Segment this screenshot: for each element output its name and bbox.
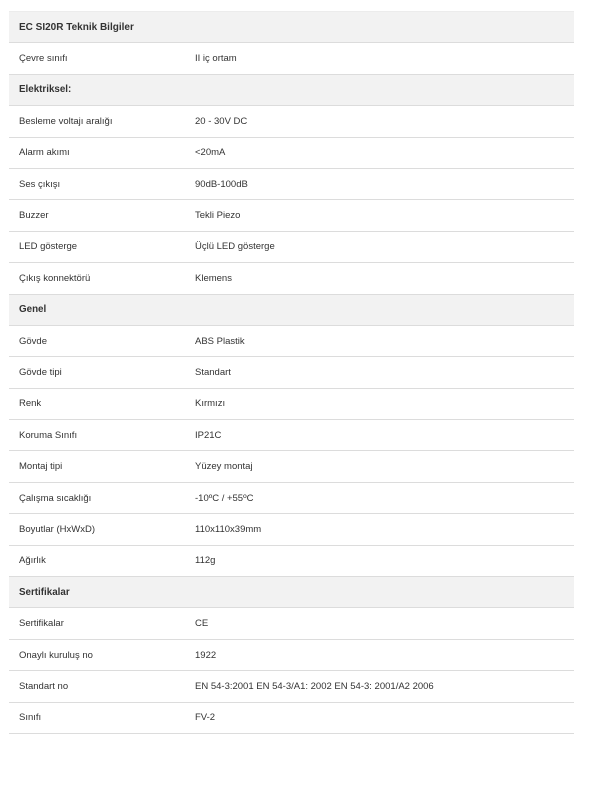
- spec-value: Üçlü LED gösterge: [185, 231, 574, 262]
- table-row: [9, 388, 574, 419]
- spec-value: Tekli Piezo: [185, 200, 574, 231]
- spec-label: Gövde: [9, 325, 185, 356]
- spec-label: Onaylı kuruluş no: [9, 639, 185, 670]
- spec-label: Koruma Sınıfı: [9, 420, 185, 451]
- table-row: [9, 43, 574, 74]
- section-heading-row: [9, 294, 574, 325]
- spec-value: 20 - 30V DC: [185, 106, 574, 137]
- section-heading-row: [9, 74, 574, 105]
- spec-label: Besleme voltajı aralığı: [9, 106, 185, 137]
- table-row: [9, 357, 574, 388]
- spec-label: Alarm akımı: [9, 137, 185, 168]
- spec-label: Sınıfı: [9, 702, 185, 733]
- spec-value: 1922: [185, 639, 574, 670]
- table-title-row: [9, 12, 574, 43]
- spec-label: Ses çıkışı: [9, 168, 185, 199]
- spec-label: Buzzer: [9, 200, 185, 231]
- table-row: [9, 263, 574, 294]
- table-row: [9, 200, 574, 231]
- spec-value: Kırmızı: [185, 388, 574, 419]
- spec-value: Yüzey montaj: [185, 451, 574, 482]
- table-row: [9, 702, 574, 733]
- table-row: [9, 231, 574, 262]
- spec-label: Çevre sınıfı: [9, 43, 185, 74]
- spec-value: IP21C: [185, 420, 574, 451]
- section-heading: Genel: [9, 294, 574, 325]
- table-row: [9, 451, 574, 482]
- section-heading: Elektriksel:: [9, 74, 574, 105]
- table-row: [9, 608, 574, 639]
- spec-value: <20mA: [185, 137, 574, 168]
- table-row: [9, 482, 574, 513]
- spec-value: 112g: [185, 545, 574, 576]
- table-row: [9, 514, 574, 545]
- spec-label: Renk: [9, 388, 185, 419]
- table-row: [9, 137, 574, 168]
- spec-label: Sertifikalar: [9, 608, 185, 639]
- spec-value: 90dB-100dB: [185, 168, 574, 199]
- table-row: [9, 168, 574, 199]
- table-row: [9, 639, 574, 670]
- spec-value: ABS Plastik: [185, 325, 574, 356]
- table-title: EC SI20R Teknik Bilgiler: [9, 12, 574, 43]
- section-heading: Sertifikalar: [9, 577, 574, 608]
- spec-value: Standart: [185, 357, 574, 388]
- table-row: [9, 545, 574, 576]
- table-row: [9, 106, 574, 137]
- spec-label: LED gösterge: [9, 231, 185, 262]
- spec-value: EN 54-3:2001 EN 54-3/A1: 2002 EN 54-3: 2001/A2 2006: [185, 671, 574, 702]
- table-row: [9, 420, 574, 451]
- spec-value: -10ºC / +55ºC: [185, 482, 574, 513]
- table-row: [9, 325, 574, 356]
- spec-label: Boyutlar (HxWxD): [9, 514, 185, 545]
- spec-label: Çalışma sıcaklığı: [9, 482, 185, 513]
- table-row: [9, 671, 574, 702]
- technical-specs-body: [9, 12, 574, 734]
- spec-label: Çıkış konnektörü: [9, 263, 185, 294]
- spec-value: FV-2: [185, 702, 574, 733]
- spec-label: Standart no: [9, 671, 185, 702]
- spec-label: Montaj tipi: [9, 451, 185, 482]
- spec-label: Gövde tipi: [9, 357, 185, 388]
- spec-value: 110x110x39mm: [185, 514, 574, 545]
- spec-value: II iç ortam: [185, 43, 574, 74]
- spec-label: Ağırlık: [9, 545, 185, 576]
- section-heading-row: [9, 577, 574, 608]
- technical-specs-table: [9, 11, 574, 734]
- spec-value: Klemens: [185, 263, 574, 294]
- spec-value: CE: [185, 608, 574, 639]
